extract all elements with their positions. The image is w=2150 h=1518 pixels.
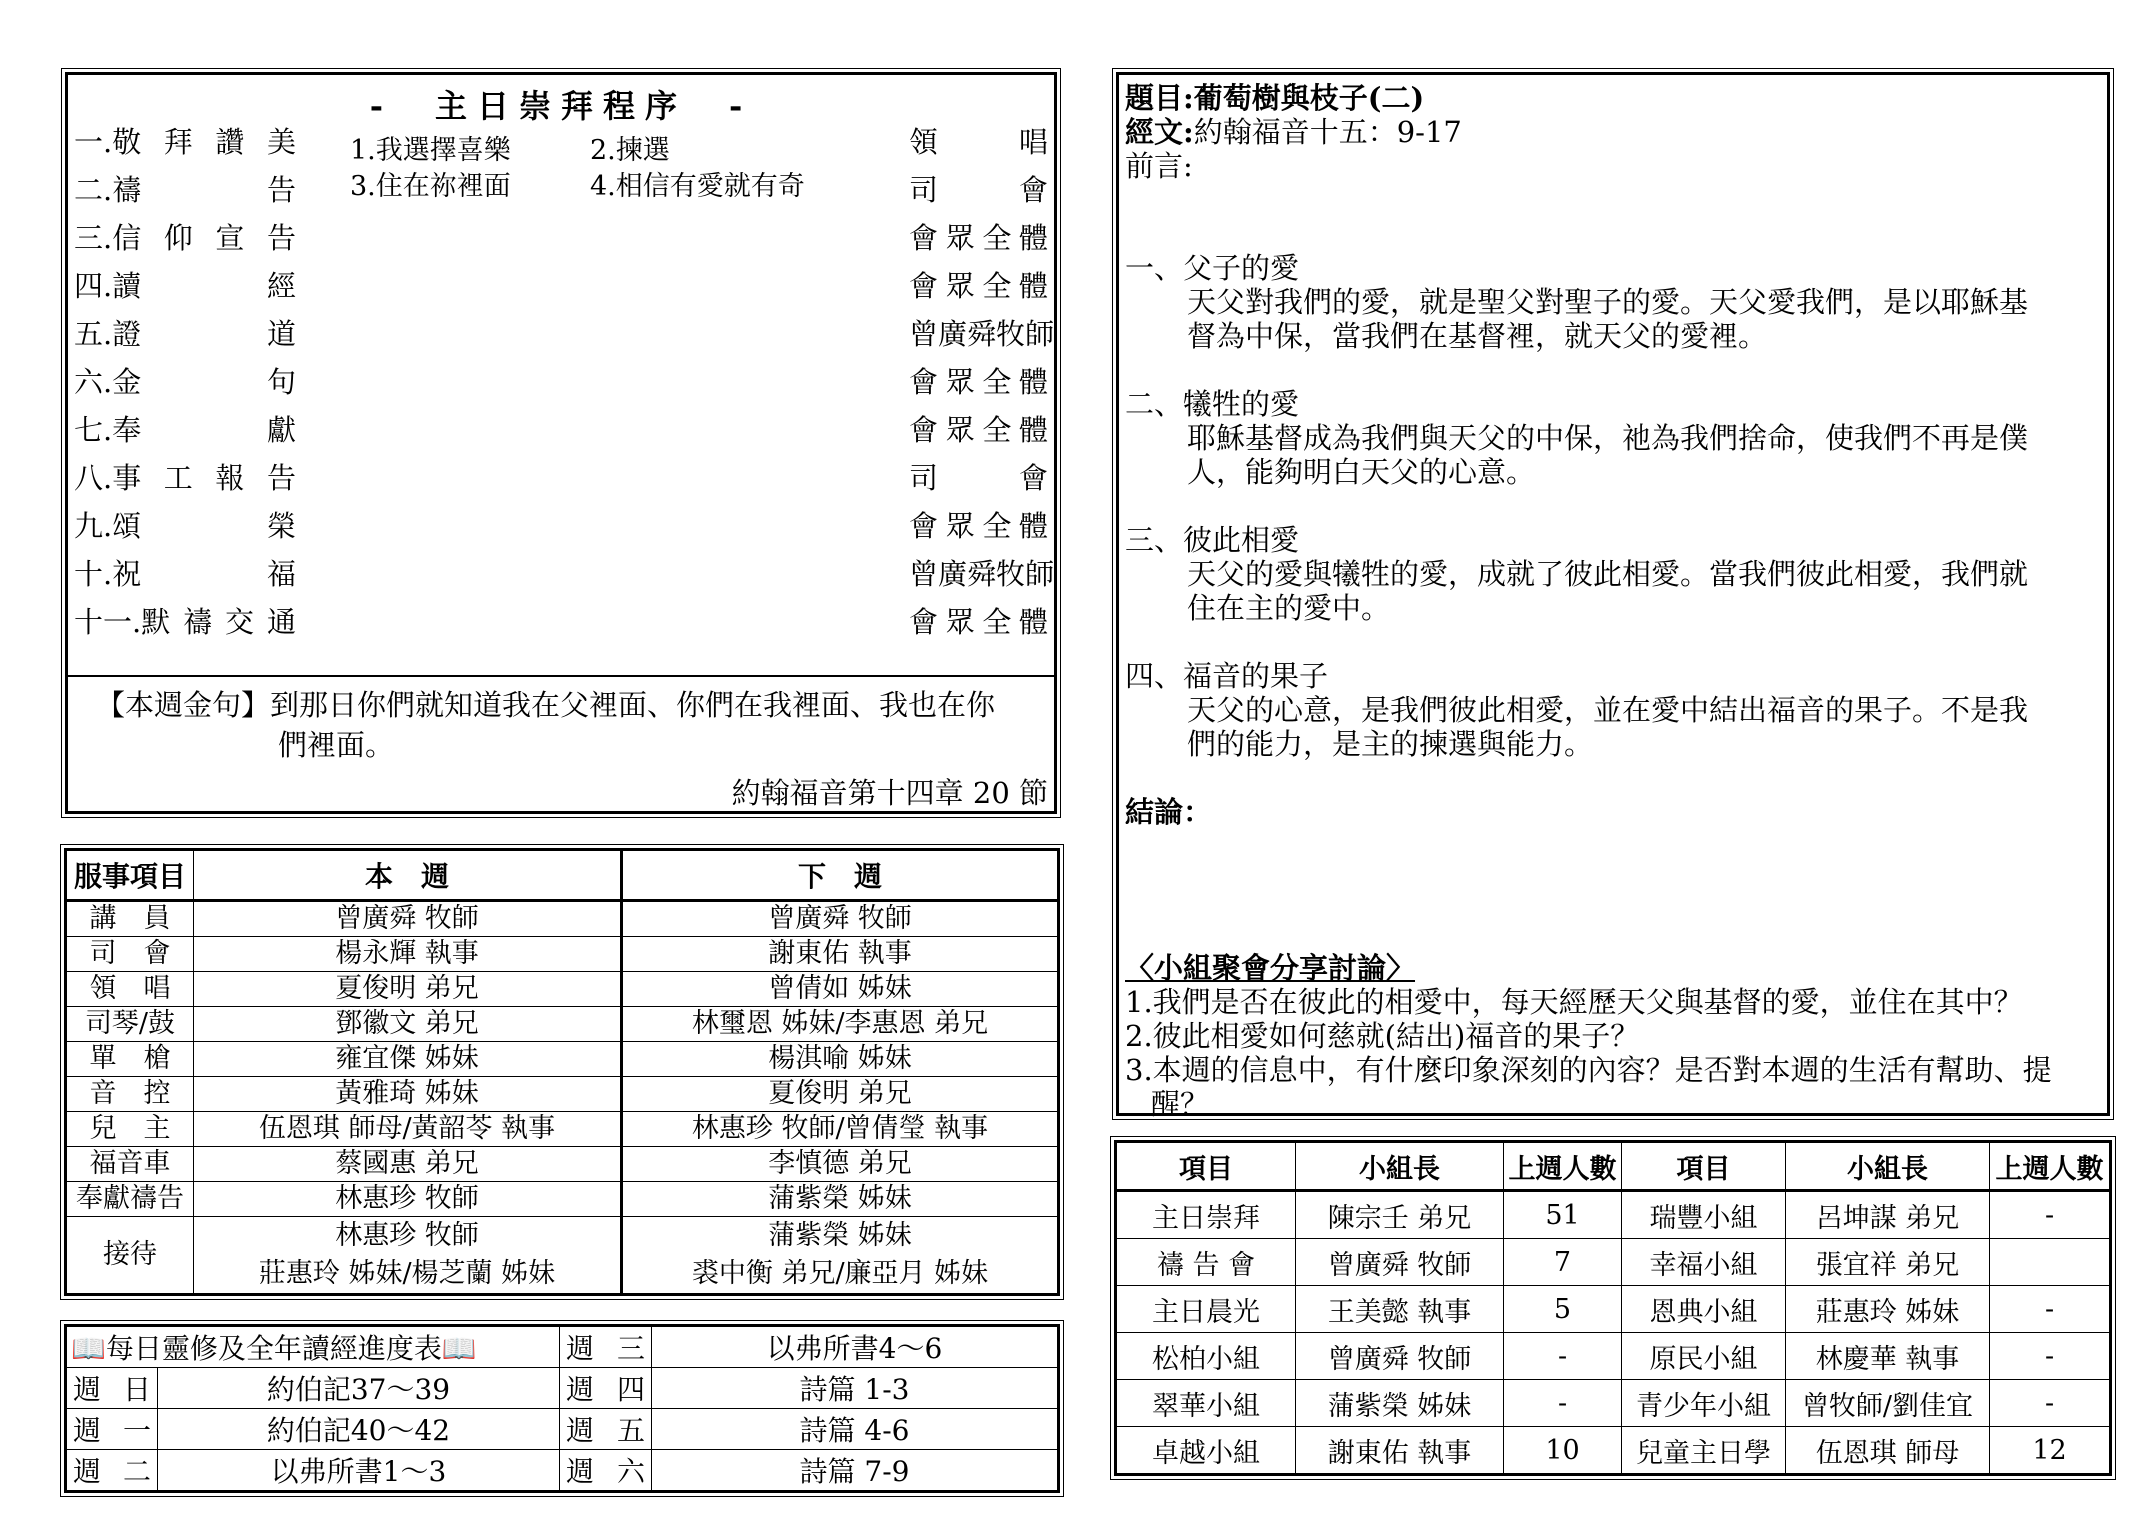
service-name-line: 裘中衡 弟兄/廉亞月 姊妹	[691, 1258, 989, 1289]
scripture-text: 約翰福音十五：9-17	[1193, 115, 1462, 149]
service-row	[66, 1217, 1059, 1295]
group-count: -	[1990, 1191, 2111, 1239]
program-item-name	[74, 167, 296, 213]
program-item-char: 全	[982, 269, 1012, 303]
program-item-char: 全	[982, 605, 1012, 639]
group-leader: 莊惠玲 姊妹	[1786, 1286, 1990, 1333]
program-item-char: 告	[266, 461, 296, 495]
program-item-char: 唱	[1018, 125, 1048, 159]
program-item-char: 體	[1018, 509, 1048, 543]
program-item-char: 會	[909, 605, 939, 639]
service-this-week: 夏俊明 弟兄	[194, 972, 622, 1007]
group-item: 兒童主日學	[1622, 1427, 1786, 1475]
service-this-week: 鄧徽文 弟兄	[194, 1007, 622, 1042]
program-item	[74, 503, 1048, 549]
scripture-label: 經文:	[1125, 115, 1194, 149]
program-item-char: 牧	[996, 317, 1026, 351]
memory-verse-line2: 們裡面。	[278, 728, 395, 762]
reading-text: 詩篇 1-3	[652, 1368, 1059, 1409]
program-item-char: 福	[266, 557, 296, 591]
reading-day	[67, 1409, 157, 1449]
reading-day-char: 一	[122, 1414, 151, 1447]
service-row	[66, 937, 1059, 972]
topic-label: 題目:	[1125, 81, 1194, 115]
service-item: 福音車	[66, 1147, 194, 1182]
program-item-performer	[909, 407, 1048, 453]
program-item-name	[74, 263, 296, 309]
service-next-week: 謝東佑 執事	[622, 937, 1059, 972]
group-count: 10	[1504, 1427, 1622, 1475]
program-item	[74, 119, 1048, 165]
group-header-leader: 小組長	[1786, 1142, 1990, 1191]
program-item-char: 會	[1018, 461, 1048, 495]
discussion-question: 3.本週的信息中，有什麼印象深刻的內容？是否對本週的生活有幫助、提醒？	[1125, 1053, 2052, 1121]
group-header-leader: 小組長	[1296, 1142, 1504, 1191]
group-leader: 張宜祥 弟兄	[1786, 1239, 1990, 1286]
service-this-week: 曾廣舜 牧師	[194, 901, 622, 937]
song-1: 1.我選擇喜樂	[350, 135, 511, 166]
point-body: 們的能力，是主的揀選與能力。	[1187, 727, 1594, 761]
program-item-performer	[909, 455, 1048, 501]
service-row	[66, 1147, 1059, 1182]
service-this-week: 楊永輝 執事	[194, 937, 622, 972]
program-item-char: 曾	[909, 317, 939, 351]
service-item: 單 槍	[66, 1042, 194, 1077]
worship-program-box	[65, 72, 1057, 814]
program-item-char: 牧	[996, 557, 1026, 591]
group-count: 5	[1504, 1286, 1622, 1333]
service-row	[66, 901, 1059, 937]
group-header-item: 項目	[1116, 1142, 1296, 1191]
group-count: 51	[1504, 1191, 1622, 1239]
program-item-char: 美	[266, 125, 296, 159]
service-next-week: 夏俊明 弟兄	[622, 1077, 1059, 1112]
group-item: 禱 告 會	[1116, 1239, 1296, 1286]
program-item-char: 一.敬	[74, 125, 142, 159]
point-heading: 二、犧牲的愛	[1125, 387, 1300, 421]
program-item-char: 司	[909, 173, 939, 207]
program-item-char: 二.禱	[74, 173, 142, 207]
service-row	[66, 1112, 1059, 1147]
program-item-char: 通	[266, 605, 296, 639]
reading-text: 詩篇 4-6	[652, 1409, 1059, 1450]
program-item-char: 舜	[967, 557, 997, 591]
group-item: 主日晨光	[1116, 1286, 1296, 1333]
program-title: - 主日崇拜程序 -	[369, 87, 753, 125]
reading-day	[560, 1327, 651, 1367]
reading-day-char: 週	[73, 1373, 102, 1406]
program-item-char: 四.讀	[74, 269, 142, 303]
point-body: 天父的愛與犧牲的愛，成就了彼此相愛。當我們彼此相愛，我們就	[1187, 557, 2029, 591]
memory-verse-line1: 【本週金句】到那日你們就知道我在父裡面、你們在我裡面、我也在你	[96, 688, 996, 722]
reading-schedule-table	[64, 1324, 1060, 1493]
sermon-conclusion: 結論：	[1125, 795, 1213, 829]
memory-verse-reference: 約翰福音第十四章 20 節	[731, 776, 1048, 810]
reading-day-char: 六	[616, 1455, 645, 1488]
program-item-char: 廣	[938, 557, 968, 591]
program-item-char: 會	[909, 509, 939, 543]
group-header-count: 上週人數	[1504, 1142, 1622, 1191]
service-this-week: 黃雅琦 姊妹	[194, 1077, 622, 1112]
group-item: 松柏小組	[1116, 1333, 1296, 1380]
group-count: -	[1990, 1286, 2111, 1333]
program-item-char: 體	[1018, 413, 1048, 447]
group-count: -	[1990, 1380, 2111, 1427]
program-item-name	[74, 359, 296, 405]
group-leader: 伍恩琪 師母	[1786, 1427, 1990, 1475]
point-body: 人，能夠明白天父的心意。	[1187, 455, 1536, 489]
program-item-char: 宣	[215, 221, 245, 255]
program-item-char: 司	[909, 461, 939, 495]
program-item-char: 會	[909, 221, 939, 255]
reading-day-char: 週	[566, 1332, 595, 1365]
discussion-title: 〈小組聚會分享討論〉	[1125, 951, 1416, 985]
group-count: -	[1990, 1333, 2111, 1380]
program-item	[74, 407, 1048, 453]
program-item-char: 交	[225, 605, 255, 639]
program-item	[74, 215, 1048, 261]
service-item: 講 員	[66, 901, 194, 937]
group-item: 主日崇拜	[1116, 1191, 1296, 1239]
program-item-char: 全	[982, 221, 1012, 255]
program-item-char: 七.奉	[74, 413, 142, 447]
program-item-name	[74, 407, 296, 453]
point-body: 天父對我們的愛，就是聖父對聖子的愛。天父愛我們，是以耶穌基	[1187, 285, 2029, 319]
group-item: 青少年小組	[1622, 1380, 1786, 1427]
program-item-char: 道	[266, 317, 296, 351]
service-next-week	[622, 1217, 1059, 1295]
service-row	[66, 1182, 1059, 1217]
service-header-this-week: 本 週	[194, 850, 622, 901]
service-this-week: 蔡國惠 弟兄	[194, 1147, 622, 1182]
service-header-next-week: 下 週	[622, 850, 1059, 901]
sermon-scripture	[1125, 115, 1462, 149]
service-this-week: 雍宜傑 姊妹	[194, 1042, 622, 1077]
program-item-char: 舜	[967, 317, 997, 351]
song-2: 2.揀選	[590, 135, 670, 166]
program-item-char: 體	[1018, 365, 1048, 399]
program-item-char: 眾	[945, 365, 975, 399]
program-item-char: 會	[1018, 173, 1048, 207]
program-item-char: 眾	[945, 605, 975, 639]
program-item-char: 仰	[163, 221, 193, 255]
reading-day-char: 週	[73, 1414, 102, 1447]
song-4: 4.相信有愛就有奇	[590, 171, 805, 202]
group-row	[1116, 1333, 2111, 1380]
service-this-week: 林惠珍 牧師	[194, 1182, 622, 1217]
program-item-char: 眾	[945, 221, 975, 255]
reading-day-char: 四	[616, 1373, 645, 1406]
program-item-name	[74, 455, 296, 501]
group-leader: 曾牧師/劉佳宜	[1786, 1380, 1990, 1427]
group-item: 翠華小組	[1116, 1380, 1296, 1427]
reading-title: 📖每日靈修及全年讀經進度表📖	[66, 1326, 560, 1368]
discussion-question: 2.彼此相愛如何慈就(結出)福音的果子？	[1125, 1019, 1640, 1053]
memory-verse	[68, 675, 1054, 813]
reading-day	[67, 1450, 157, 1490]
program-item-performer	[909, 311, 1055, 357]
program-item	[74, 455, 1048, 501]
service-row	[66, 1077, 1059, 1112]
program-item	[74, 359, 1048, 405]
group-row	[1116, 1286, 2111, 1333]
program-item-char: 領	[909, 125, 939, 159]
group-count: -	[1504, 1380, 1622, 1427]
service-item: 司 會	[66, 937, 194, 972]
program-item-performer	[909, 359, 1048, 405]
group-leader: 呂坤謀 弟兄	[1786, 1191, 1990, 1239]
program-item-name	[74, 551, 296, 597]
program-item-char: 會	[909, 413, 939, 447]
point-heading: 一、父子的愛	[1125, 251, 1300, 285]
program-item-name	[74, 599, 296, 645]
program-item-char: 告	[266, 173, 296, 207]
program-item-char: 三.信	[74, 221, 142, 255]
service-this-week: 伍恩琪 師母/黃韶苓 執事	[194, 1112, 622, 1147]
group-count: 7	[1504, 1239, 1622, 1286]
service-name-line: 蒲紫榮 姊妹	[768, 1220, 912, 1251]
group-row	[1116, 1239, 2111, 1286]
group-count: -	[1504, 1333, 1622, 1380]
reading-day-char: 二	[122, 1455, 151, 1488]
group-leader: 王美懿 執事	[1296, 1286, 1504, 1333]
reading-text: 約伯記37～39	[158, 1368, 560, 1409]
program-item-char: 眾	[945, 413, 975, 447]
reading-text: 約伯記40～42	[158, 1409, 560, 1450]
point-heading: 三、彼此相愛	[1125, 523, 1300, 557]
reading-day	[67, 1368, 157, 1408]
program-item-char: 師	[1025, 317, 1055, 351]
group-item: 恩典小組	[1622, 1286, 1786, 1333]
point-body: 住在主的愛中。	[1187, 591, 1391, 625]
group-header-count: 上週人數	[1990, 1142, 2111, 1191]
service-header-item: 服事項目	[66, 850, 194, 901]
service-this-week	[194, 1217, 622, 1295]
reading-day-char: 日	[122, 1373, 151, 1406]
program-item-char: 獻	[266, 413, 296, 447]
program-item-performer	[909, 599, 1048, 645]
program-item-name	[74, 215, 296, 261]
group-item: 幸福小組	[1622, 1239, 1786, 1286]
group-leader: 曾廣舜 牧師	[1296, 1333, 1504, 1380]
service-next-week: 楊淇喻 姊妹	[622, 1042, 1059, 1077]
program-item-char: 眾	[945, 269, 975, 303]
service-next-week: 曾廣舜 牧師	[622, 901, 1059, 937]
service-item: 司琴/鼓	[66, 1007, 194, 1042]
program-item-char: 廣	[938, 317, 968, 351]
service-next-week: 曾倩如 姊妹	[622, 972, 1059, 1007]
group-item: 原民小組	[1622, 1333, 1786, 1380]
program-item-char: 十.祝	[74, 557, 142, 591]
reading-day-char: 五	[616, 1414, 645, 1447]
group-leader: 陳宗壬 弟兄	[1296, 1191, 1504, 1239]
reading-day	[560, 1450, 651, 1490]
program-item-char: 八.事	[74, 461, 142, 495]
group-row	[1116, 1191, 2111, 1239]
program-item-char: 十一.默	[74, 605, 171, 639]
service-next-week: 林惠珍 牧師/曾倩瑩 執事	[622, 1112, 1059, 1147]
group-item: 瑞豐小組	[1622, 1191, 1786, 1239]
program-item-char: 曾	[909, 557, 939, 591]
service-next-week: 李慎德 弟兄	[622, 1147, 1059, 1182]
group-item: 卓越小組	[1116, 1427, 1296, 1475]
sermon-intro: 前言:	[1125, 149, 1193, 183]
program-item-name	[74, 503, 296, 549]
service-table	[64, 848, 1060, 1296]
program-item-performer	[909, 263, 1048, 309]
service-next-week: 蒲紫榮 姊妹	[622, 1182, 1059, 1217]
discussion-question: 1.我們是否在彼此的相愛中，每天經歷天父與基督的愛，並住在其中？	[1125, 985, 2023, 1019]
program-item-char: 六.金	[74, 365, 142, 399]
song-3: 3.住在祢裡面	[350, 171, 511, 202]
program-item-char: 體	[1018, 605, 1048, 639]
reading-text: 以弗所書1～3	[158, 1450, 560, 1492]
reading-day-char: 週	[73, 1455, 102, 1488]
service-next-week: 林璽恩 姊妹/李惠恩 弟兄	[622, 1007, 1059, 1042]
program-item-char: 師	[1025, 557, 1055, 591]
program-item-char: 眾	[945, 509, 975, 543]
group-row	[1116, 1427, 2111, 1475]
program-item-performer	[909, 503, 1048, 549]
program-item-char: 告	[266, 221, 296, 255]
sermon-outline-box	[1116, 72, 2110, 1121]
service-name-line: 莊惠玲 姊妹/楊芝蘭 姊妹	[258, 1258, 556, 1289]
group-leader: 蒲紫榮 姊妹	[1296, 1380, 1504, 1427]
program-item-char: 會	[909, 269, 939, 303]
service-row	[66, 1042, 1059, 1077]
sermon-topic	[1125, 81, 1424, 115]
program-item-char: 報	[215, 461, 245, 495]
reading-day-char: 週	[566, 1455, 595, 1488]
program-item-char: 句	[266, 365, 296, 399]
program-item-char: 全	[982, 365, 1012, 399]
discussion-section	[1125, 951, 2095, 1121]
program-item-char: 拜	[163, 125, 193, 159]
reading-day	[560, 1368, 651, 1408]
group-count: 12	[1990, 1427, 2111, 1475]
group-leader: 謝東佑 執事	[1296, 1427, 1504, 1475]
program-item-char: 會	[909, 365, 939, 399]
program-item-char: 全	[982, 509, 1012, 543]
service-item: 音 控	[66, 1077, 194, 1112]
program-item-char: 工	[163, 461, 193, 495]
program-item-char: 讚	[215, 125, 245, 159]
group-row	[1116, 1380, 2111, 1427]
service-row	[66, 1007, 1059, 1042]
program-item	[74, 311, 1055, 357]
group-header-item: 項目	[1622, 1142, 1786, 1191]
program-item-performer	[909, 167, 1048, 213]
group-leader: 曾廣舜 牧師	[1296, 1239, 1504, 1286]
program-item-name	[74, 311, 296, 357]
program-item-char: 禱	[183, 605, 213, 639]
service-item: 接待	[66, 1217, 194, 1295]
program-item-char: 全	[982, 413, 1012, 447]
point-body: 耶穌基督成為我們與天父的中保，祂為我們捨命，使我們不再是僕	[1187, 421, 2029, 455]
program-item-char: 體	[1018, 221, 1048, 255]
reading-day	[560, 1409, 651, 1449]
service-item: 兒 主	[66, 1112, 194, 1147]
program-item-performer	[909, 215, 1048, 261]
program-item-char: 九.頌	[74, 509, 142, 543]
group-count	[1990, 1239, 2111, 1286]
program-item	[74, 599, 1048, 645]
service-item: 奉獻禱告	[66, 1182, 194, 1217]
topic-text: 葡萄樹與枝子(二)	[1193, 81, 1425, 115]
program-item	[74, 167, 1048, 213]
service-name-line: 林惠珍 牧師	[335, 1220, 479, 1251]
group-leader: 林慶華 執事	[1786, 1333, 1990, 1380]
program-item-performer	[909, 551, 1055, 597]
point-body: 督為中保，當我們在基督裡，就天父的愛裡。	[1187, 319, 1768, 353]
reading-day-char: 週	[566, 1414, 595, 1447]
point-heading: 四、福音的果子	[1125, 659, 1329, 693]
program-item-char: 經	[266, 269, 296, 303]
program-item-name	[74, 119, 296, 165]
program-item-char: 體	[1018, 269, 1048, 303]
point-body: 天父的心意，是我們彼此相愛，並在愛中結出福音的果子。不是我	[1187, 693, 2029, 727]
reading-day-char: 週	[566, 1373, 595, 1406]
service-item: 領 唱	[66, 972, 194, 1007]
program-item-performer	[909, 119, 1048, 165]
program-item-char: 榮	[266, 509, 296, 543]
reading-text: 詩篇 7-9	[652, 1450, 1059, 1492]
program-item-char: 五.證	[74, 317, 142, 351]
reading-text: 以弗所書4～6	[652, 1326, 1059, 1368]
program-item	[74, 551, 1055, 597]
service-row	[66, 972, 1059, 1007]
reading-day-char: 三	[616, 1332, 645, 1365]
program-item	[74, 263, 1048, 309]
group-attendance-table	[1114, 1140, 2112, 1476]
